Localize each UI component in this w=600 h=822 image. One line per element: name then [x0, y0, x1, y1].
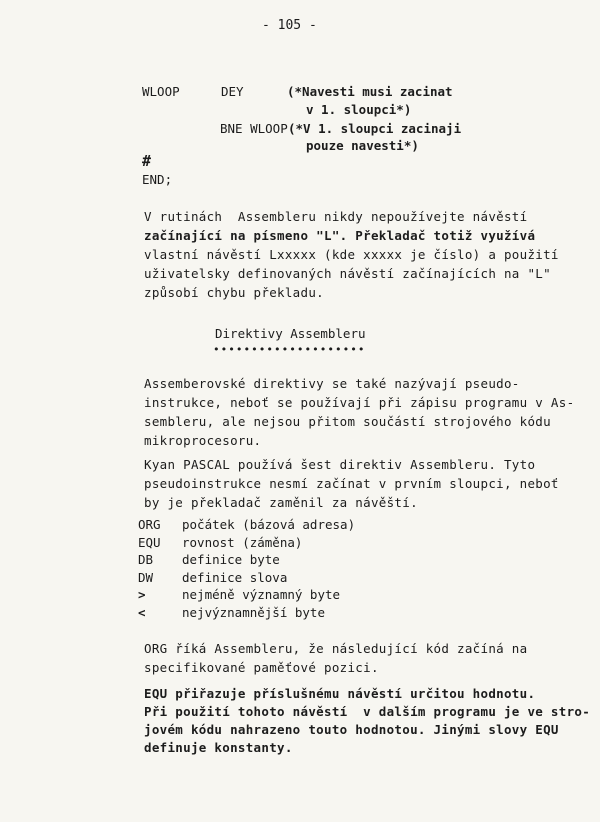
paragraph-line: specifikované paměťové pozici.	[144, 660, 379, 675]
directive-name: DW	[138, 569, 154, 585]
directive-row	[138, 516, 355, 534]
code-label: WLOOP	[142, 84, 180, 99]
directive-row	[138, 569, 355, 587]
paragraph-line: pseudoinstrukce nesmí začínat v prvním sloupci, neboť	[144, 476, 559, 491]
code-end: END;	[142, 172, 173, 187]
paragraph-line: způsobí chybu překladu.	[144, 285, 324, 300]
paragraph-line: jovém kódu nahrazeno touto hodnotou. Jinými slovy EQU	[144, 722, 559, 737]
directive-desc: definice byte	[182, 552, 280, 568]
code-comment: (*V 1. sloupci zacinaji	[288, 121, 462, 136]
paragraph-equ	[144, 685, 591, 757]
section-heading: Direktivy Assembleru	[215, 326, 366, 341]
paragraph-labels-warning	[144, 207, 559, 302]
directive-row	[138, 551, 355, 569]
paragraph-org	[144, 639, 528, 677]
code-comment: v 1. sloupci*)	[306, 102, 412, 117]
paragraph-line: Při použití tohoto návěstí v dalším programu je ve stro-	[144, 704, 591, 719]
paragraph-line: vlastní návěstí Lxxxxx (kde xxxxx je číslo) a použití	[144, 247, 559, 262]
directive-row	[138, 534, 355, 552]
directive-name: DB	[138, 552, 154, 568]
paragraph-line: uživatelsky definovaných návěstí začínajících na "L"	[144, 266, 551, 281]
paragraph-line: sembleru, ale nejsou přitom součástí strojového kódu	[144, 414, 551, 429]
paragraph-line: mikroprocesoru.	[144, 433, 262, 448]
directive-name: EQU	[138, 534, 161, 550]
code-comment: (*Navesti musi zacinat	[287, 84, 453, 99]
directive-desc: nejvýznamnější byte	[182, 604, 325, 620]
directive-name: ORG	[138, 517, 161, 533]
directive-desc: definice slova	[182, 569, 288, 585]
page-number: - 105 -	[262, 18, 317, 33]
directive-name: >	[138, 587, 146, 603]
paragraph-line: by je překladač zaměnil za návěští.	[144, 495, 418, 510]
directive-row	[138, 604, 355, 622]
paragraph-line: Kyan PASCAL používá šest direktiv Assembleru. Tyto	[144, 457, 536, 472]
paragraph-line: definuje konstanty.	[144, 740, 293, 755]
paragraph-line: ORG říká Assembleru, že následující kód začíná na	[144, 641, 528, 656]
directive-desc: nejméně významný byte	[182, 587, 341, 603]
paragraph-directives-intro	[144, 374, 575, 450]
directive-desc: rovnost (záměna)	[182, 534, 303, 550]
paragraph-line: instrukce, neboť se používají při zápisu programu v As-	[144, 395, 575, 410]
directive-name: <	[138, 604, 146, 620]
code-instruction: DEY	[221, 84, 244, 99]
paragraph-line: Assemberovské direktivy se také nazývají pseudo-	[144, 376, 520, 391]
paragraph-six-directives	[144, 455, 559, 512]
paragraph-line: EQU přiřazuje příslušnému návěstí určitou hodnotu.	[144, 686, 536, 701]
directive-desc: počátek (bázová adresa)	[182, 517, 356, 533]
code-instruction: BNE WLOOP	[220, 121, 288, 136]
hash-mark: #	[142, 152, 152, 170]
paragraph-line: začínající na písmeno "L". Překladač totiž využívá	[144, 228, 536, 243]
paragraph-line: V rutinách Assembleru nikdy nepoužívejte návěstí	[144, 209, 528, 224]
directive-table	[138, 516, 355, 621]
directive-row	[138, 586, 355, 604]
heading-underline: ••••••••••••••••••••	[213, 343, 366, 356]
code-comment: pouze navesti*)	[306, 138, 419, 153]
